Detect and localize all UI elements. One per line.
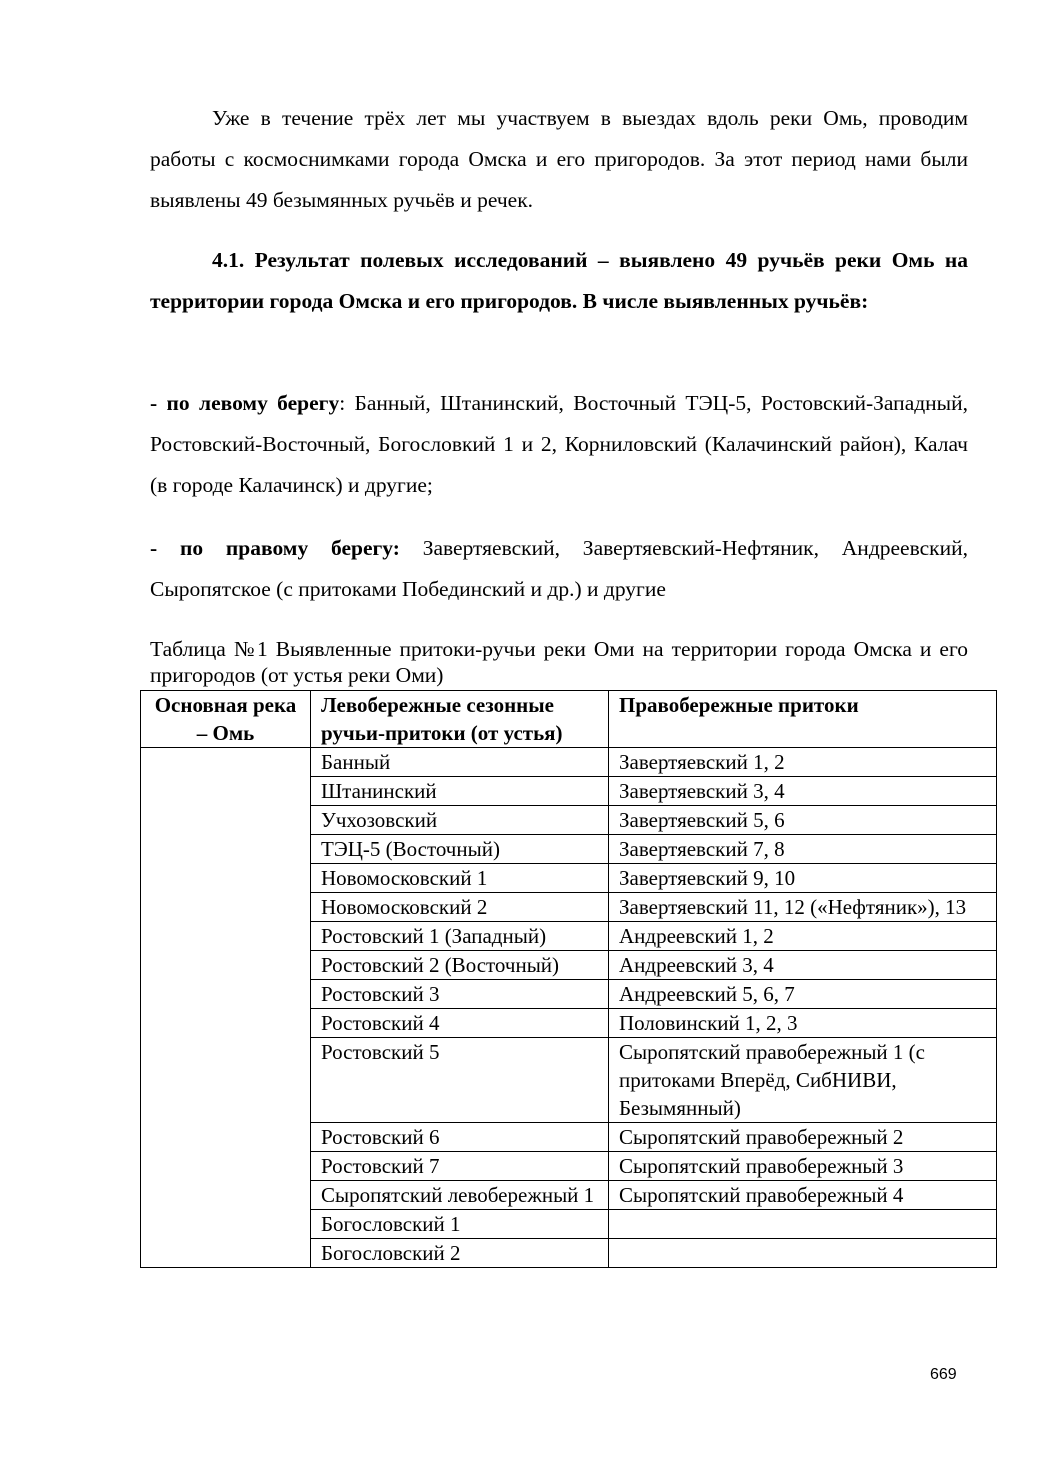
left-bank-cell: ТЭЦ-5 (Восточный) (311, 835, 609, 864)
left-bank-cell: Ростовский 1 (Западный) (311, 922, 609, 951)
right-bank-cell: Завертяевский 3, 4 (609, 777, 997, 806)
tributaries-table (140, 690, 997, 1268)
section-heading: 4.1. Результат полевых исследований – выявлено 49 ручьёв реки Омь на территории города Омска и его пригородов. В числе выявленных ручьёв: (150, 248, 968, 313)
left-bank-cell: Богословский 2 (311, 1239, 609, 1268)
right-bank-cell (609, 1210, 997, 1239)
right-bank-paragraph (150, 528, 968, 610)
header-left-bank: Левобережные сезонные ручьи-притоки (от устья) (311, 691, 609, 748)
table-caption: Таблица №1 Выявленные притоки-ручьи реки Оми на территории города Омска и его пригородов (от устья реки Оми) (150, 637, 968, 687)
left-bank-cell: Штанинский (311, 777, 609, 806)
page-number: 669 (930, 1366, 957, 1383)
intro-paragraph: Уже в течение трёх лет мы участвуем в выездах вдоль реки Омь, проводим работы с космоснимками города Омска и его пригородов. За этот период нами были выявлены 49 безымянных ручьёв и речек. (150, 106, 968, 212)
right-bank-cell: Сыропятский правобережный 1 (с притоками Вперёд, СибНИВИ, Безымянный) (609, 1038, 997, 1123)
left-bank-cell: Банный (311, 748, 609, 777)
left-bank-cell: Учхозовский (311, 806, 609, 835)
table-header-row (141, 691, 997, 748)
right-bank-cell: Завертяевский 11, 12 («Нефтяник»), 13 (609, 893, 997, 922)
left-bank-cell: Ростовский 6 (311, 1123, 609, 1152)
main-river-cell (141, 748, 311, 1268)
left-bank-cell: Ростовский 5 (311, 1038, 609, 1123)
right-bank-cell: Завертяевский 9, 10 (609, 864, 997, 893)
header-main-river: Основная река – Омь (141, 691, 311, 748)
right-bank-cell: Андреевский 3, 4 (609, 951, 997, 980)
right-bank-cell (609, 1239, 997, 1268)
right-bank-label: - по правому берегу: (150, 536, 400, 560)
left-bank-cell: Ростовский 7 (311, 1152, 609, 1181)
right-bank-cell: Сыропятский правобережный 2 (609, 1123, 997, 1152)
left-bank-label: - по левому берегу (150, 391, 340, 415)
table-row (141, 748, 997, 777)
left-bank-text: : Банный, Штанинский, Восточный ТЭЦ-5, Ростовский-Западный, Ростовский-Восточный, Богословкий 1 и 2, Корниловский (Калачинский район), Калач (в городе Калачинск) и другие; (150, 391, 969, 497)
left-bank-cell: Богословский 1 (311, 1210, 609, 1239)
left-bank-cell: Новомосковский 1 (311, 864, 609, 893)
header-right-bank: Правобережные притоки (609, 691, 997, 748)
right-bank-cell: Завертяевский 7, 8 (609, 835, 997, 864)
right-bank-cell: Завертяевский 5, 6 (609, 806, 997, 835)
right-bank-text: Завертяевский, Завертяевский-Нефтяник, Андреевский, Сыропятское (с притоками Побединский и др.) и другие (150, 536, 968, 601)
right-bank-cell: Сыропятский правобережный 3 (609, 1152, 997, 1181)
right-bank-cell: Андреевский 5, 6, 7 (609, 980, 997, 1009)
right-bank-cell: Сыропятский правобережный 4 (609, 1181, 997, 1210)
left-bank-cell: Ростовский 2 (Восточный) (311, 951, 609, 980)
left-bank-cell: Новомосковский 2 (311, 893, 609, 922)
right-bank-cell: Завертяевский 1, 2 (609, 748, 997, 777)
left-bank-cell: Ростовский 3 (311, 980, 609, 1009)
left-bank-cell: Ростовский 4 (311, 1009, 609, 1038)
right-bank-cell: Половинский 1, 2, 3 (609, 1009, 997, 1038)
left-bank-cell: Сыропятский левобережный 1 (311, 1181, 609, 1210)
right-bank-cell: Андреевский 1, 2 (609, 922, 997, 951)
left-bank-paragraph (150, 383, 968, 506)
